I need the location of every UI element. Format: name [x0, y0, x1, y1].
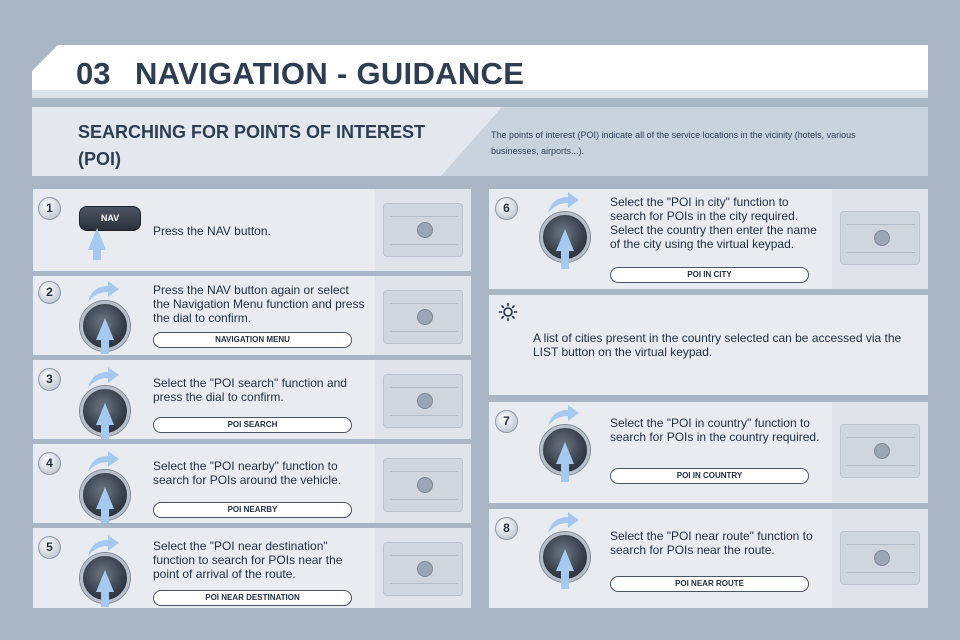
console-unit	[840, 211, 920, 265]
press-arrow-stem	[93, 248, 101, 260]
console-unit	[383, 458, 463, 512]
step-number-badge: 8	[495, 517, 518, 540]
step-number-badge: 5	[38, 536, 61, 559]
console-photo	[832, 402, 928, 503]
header-corner	[32, 45, 58, 71]
menu-label-pill: NAVIGATION MENU	[153, 332, 352, 348]
page-title: NAVIGATION - GUIDANCE	[135, 56, 525, 91]
press-arrow-icon	[556, 549, 574, 571]
step-number-badge: 2	[38, 281, 61, 304]
menu-label-pill: POI SEARCH	[153, 417, 352, 433]
console-unit	[383, 542, 463, 596]
console-photo	[375, 444, 471, 523]
press-arrow-stem	[101, 590, 109, 607]
press-arrow-icon	[556, 442, 574, 464]
console-photo	[375, 276, 471, 355]
press-arrow-icon	[96, 403, 114, 425]
step-text: Select the "POI near route" function to search for POIs near the route.	[610, 529, 813, 557]
step-text: Select the "POI search" function and press the dial to confirm.	[153, 376, 347, 404]
console-photo	[375, 528, 471, 608]
console-unit	[383, 290, 463, 344]
step-text: Select the "POI in city" function to search for POIs in the city required. Select the country then enter the name of the city using the virtual keypad.	[610, 195, 817, 251]
console-unit	[840, 424, 920, 478]
menu-label-pill: POI IN CITY	[610, 267, 809, 283]
step-number-badge: 4	[38, 452, 61, 475]
press-arrow-stem	[561, 249, 569, 269]
chapter-number: 03	[76, 56, 111, 91]
press-arrow-stem	[561, 569, 569, 589]
note-text: A list of cities present in the country selected can be accessed via the LIST button on the virtual keypad.	[533, 331, 902, 359]
console-photo	[832, 189, 928, 289]
console-unit	[383, 203, 463, 257]
menu-label-pill: POI NEAR DESTINATION	[153, 590, 352, 606]
press-arrow-icon	[96, 318, 114, 340]
press-arrow-stem	[101, 338, 109, 354]
console-photo	[375, 189, 471, 271]
step-text: Press the NAV button.	[153, 224, 271, 238]
console-photo	[375, 360, 471, 439]
step-number-badge: 7	[495, 410, 518, 433]
step-number-badge: 6	[495, 197, 518, 220]
press-arrow-stem	[101, 423, 109, 439]
step-text: Press the NAV button again or select the Navigation Menu function and press the dial to confirm.	[153, 283, 365, 325]
press-arrow-stem	[101, 507, 109, 523]
step-text: Select the "POI nearby" function to search for POIs around the vehicle.	[153, 459, 342, 487]
press-arrow-stem	[561, 462, 569, 482]
step-text: Select the "POI near destination" function to search for POIs near the point of arrival of the route.	[153, 539, 343, 581]
section-intro: The points of interest (POI) indicate all of the service locations in the vicinity (hotels, various businesses, airports...).	[491, 130, 856, 156]
console-photo	[832, 509, 928, 608]
section-title: SEARCHING FOR POINTS OF INTEREST (POI)	[78, 122, 426, 169]
press-arrow-icon	[556, 229, 574, 251]
press-arrow-icon	[88, 228, 106, 250]
console-unit	[383, 374, 463, 428]
step-number-badge: 3	[38, 368, 61, 391]
press-arrow-icon	[96, 487, 114, 509]
menu-label-pill: POI NEAR ROUTE	[610, 576, 809, 592]
menu-label-pill: POI NEARBY	[153, 502, 352, 518]
press-arrow-icon	[96, 570, 114, 592]
step-number-badge: 1	[38, 197, 61, 220]
menu-label-pill: POI IN COUNTRY	[610, 468, 809, 484]
step-text: Select the "POI in country" function to search for POIs in the country required.	[610, 416, 820, 444]
sun-icon	[498, 302, 518, 322]
console-unit	[840, 531, 920, 585]
nav-button-illustration: NAV	[79, 206, 141, 231]
